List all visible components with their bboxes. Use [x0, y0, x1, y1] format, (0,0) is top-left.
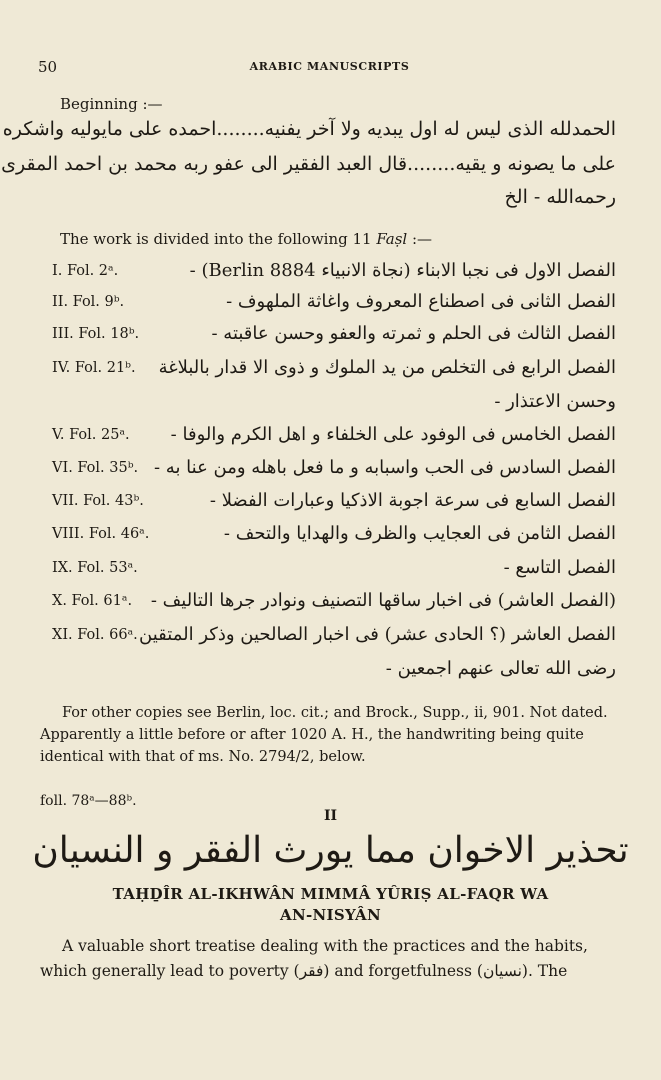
chapter-arabic-heading: الفصل الاول فی نجبا الابناء (نجاة الانبیاء Berlin 8884) - [189, 260, 616, 281]
chapter-row [0, 457, 661, 487]
divided-intro-text: The work is divided into the following 11 [60, 230, 372, 248]
chapter-row [0, 357, 661, 387]
chapter-arabic-heading: الفصل الرابع فی التخلص من ید الملوك و ذوی الا قدار بالبلاغة [158, 357, 616, 378]
divided-intro [60, 230, 432, 248]
chapter-arabic-heading: الفصل الثانی فی اصطناع المعروف واغاثة الملهوف - [226, 291, 616, 312]
note-paragraph: For other copies see Berlin, loc. cit.; and Brock., Supp., ii, 901. Not dated. Apparently a little before or after 1020 A. H., the handwriting being quite identical with that of ms. No. 2794/2, below. [40, 705, 608, 765]
folio-range: foll. 78ᵃ—88ᵇ. [40, 793, 137, 809]
chapter-row [0, 658, 661, 688]
chapter-arabic-heading: وحسن الاعتذار - [494, 391, 616, 412]
chapter-row [0, 590, 661, 620]
chapter-row [0, 424, 661, 454]
page-header [38, 58, 621, 78]
chapter-row [0, 260, 661, 290]
chapter-row [0, 323, 661, 353]
title-line-1: TAḤḎÎR AL-IKHWÂN MIMMÂ YÛRIṢ AL-FAQR WA [112, 885, 549, 903]
chapter-arabic-heading: (الفصل العاشر) فی اخبار ساقها التصنیف ونوادر جرها التالیف - [150, 590, 616, 611]
chapter-arabic-heading: رضی الله تعالی عنهم اجمعین - [385, 658, 616, 679]
arabic-title: تحذیر الاخوان مما یورث الفقر و النسیان [32, 830, 629, 871]
chapter-folio: X. Fol. 61ᵃ. [52, 593, 133, 609]
chapter-folio: VII. Fol. 43ᵇ. [52, 493, 144, 509]
chapter-row [0, 490, 661, 520]
chapter-folio: XI. Fol. 66ᵃ. [52, 627, 138, 643]
running-title: ARABIC MANUSCRIPTS [249, 60, 410, 73]
chapter-folio: IX. Fol. 53ᵃ. [52, 560, 138, 576]
beginning-arabic-line-2: علی ما یصونه و یقیه........قال العبد الفقیر الی عفو ربه محمد بن احمد المقری [1, 153, 616, 175]
page-number: 50 [38, 58, 58, 76]
transliterated-title [40, 884, 621, 926]
chapter-arabic-heading: الفصل التاسع - [503, 557, 616, 578]
chapter-arabic-heading: الفصل الخامس فی الوفود علی الخلفاء و اهل الکرم والوفا - [170, 424, 616, 445]
chapter-arabic-heading: الفصل السادس فی الحب واسبابه و ما فعل باهله ومن عنا به - [153, 457, 616, 478]
chapter-arabic-heading: الفصل العاشر (؟ الحادی عشر) فی اخبار الصالحین وذکر المتقین [139, 624, 616, 645]
chapter-row [0, 523, 661, 553]
chapter-folio: VIII. Fol. 46ᵃ. [52, 526, 150, 542]
chapter-folio: VI. Fol. 35ᵇ. [52, 460, 139, 476]
chapter-arabic-heading: الفصل الثالث فی الحلم و ثمرته والعفو وحسن عاقبته - [211, 323, 616, 344]
chapter-arabic-heading: الفصل الثامن فی العجایب والظرف والهدایا والتحف - [223, 523, 616, 544]
chapter-folio: II. Fol. 9ᵇ. [52, 294, 125, 310]
divided-intro-end: :— [411, 230, 433, 248]
section-numeral: II [323, 808, 338, 824]
chapter-row [0, 291, 661, 321]
beginning-arabic-line-3: رحمه‌الله - الخ [504, 186, 616, 208]
description-paragraph: A valuable short treatise dealing with the practices and the habits, which generally lead to poverty (فقر) and forgetfulness (نسیان). The [40, 937, 588, 980]
chapter-folio: III. Fol. 18ᵇ. [52, 326, 140, 342]
chapter-folio: I. Fol. 2ᵃ. [52, 263, 119, 279]
chapter-arabic-heading: الفصل السابع فی سرعة اجوبة الاذکیا وعبارات الفضلا - [209, 490, 616, 511]
chapter-row [0, 557, 661, 587]
chapter-folio: V. Fol. 25ᵃ. [52, 427, 130, 443]
chapter-row [0, 391, 661, 421]
chapter-folio: IV. Fol. 21ᵇ. [52, 360, 136, 376]
divided-intro-italic: Faṣl [376, 230, 408, 248]
beginning-arabic-line-1: الحمدلله الذی لیس له اول یبدیه ولا آخر یفنیه........احمده علی مایولیه واشکره [2, 118, 616, 140]
title-line-2: AN-NISYÂN [280, 906, 381, 924]
chapter-row [0, 624, 661, 654]
beginning-label: Beginning :— [60, 95, 163, 113]
